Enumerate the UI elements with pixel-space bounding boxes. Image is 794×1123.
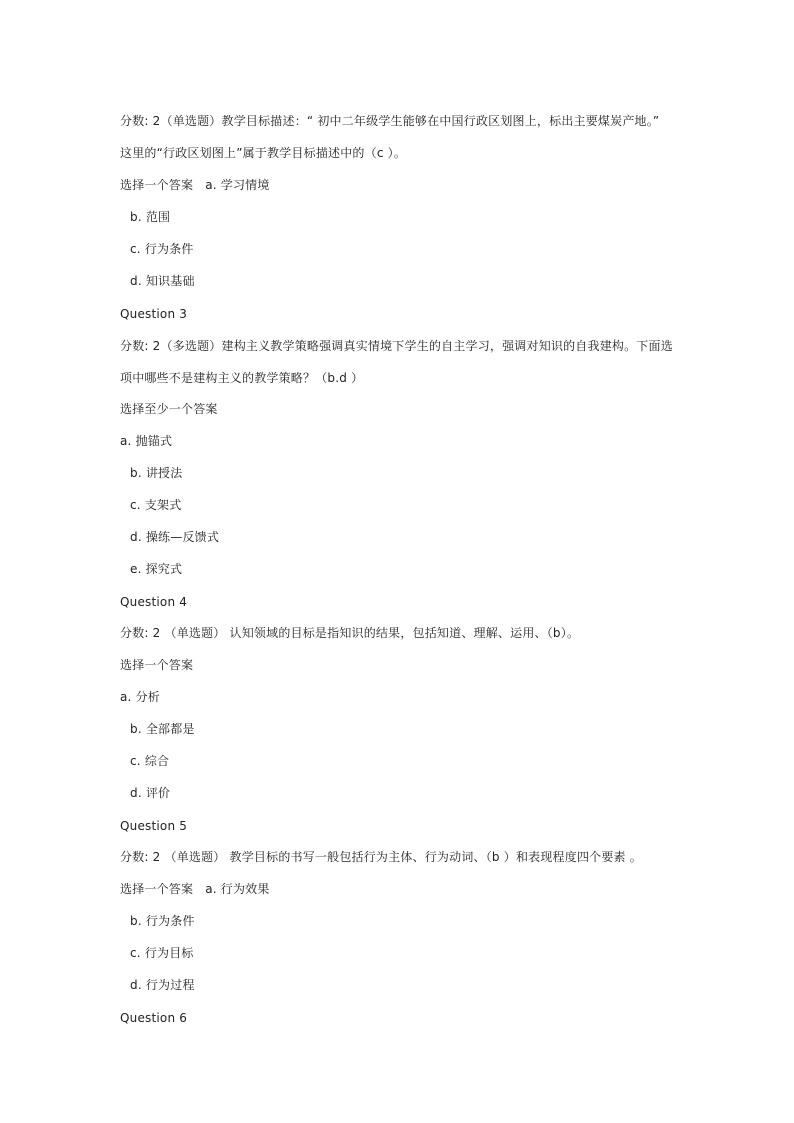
- option-d[interactable]: d. 评价: [130, 786, 171, 800]
- answer-prompt: 选择一个答案: [120, 658, 194, 672]
- option-d[interactable]: d. 行为过程: [130, 978, 195, 992]
- option-c[interactable]: c. 行为目标: [130, 946, 194, 960]
- option-d[interactable]: d. 知识基础: [130, 274, 195, 288]
- question-5-heading: Question 5: [120, 819, 188, 833]
- question-2-answer-row: [120, 177, 270, 193]
- answer-prompt: 选择一个答案: [120, 178, 194, 192]
- option-d[interactable]: d. 操练—反馈式: [130, 530, 220, 544]
- option-b[interactable]: b. 范围: [130, 210, 171, 224]
- option-b[interactable]: b. 全部都是: [130, 722, 195, 736]
- answer-prompt: 选择至少一个答案: [120, 402, 218, 416]
- option-c[interactable]: c. 综合: [130, 754, 170, 768]
- question-3-stem-line-2: 项中哪些不是建构主义的教学策略？（b.d ）: [120, 371, 364, 385]
- option-a[interactable]: a. 抛锚式: [120, 434, 173, 448]
- question-5-stem: 分数: 2 （单选题） 教学目标的书写一般包括行为主体、行为动词、（b ）和表现程度四个要素 。: [120, 850, 642, 864]
- question-2-stem-line-2: 这里的“行政区划图上”属于教学目标描述中的（c ）。: [120, 146, 407, 160]
- question-3-heading: Question 3: [120, 307, 188, 321]
- question-5-answer-row: [120, 881, 270, 897]
- option-a[interactable]: a. 学习情境: [205, 178, 270, 192]
- option-e[interactable]: e. 探究式: [130, 562, 183, 576]
- option-c[interactable]: c. 行为条件: [130, 242, 194, 256]
- question-3-stem-line-1: 分数: 2（多选题）建构主义教学策略强调真实情境下学生的自主学习，强调对知识的自我建构。下面选: [120, 339, 673, 353]
- question-4-heading: Question 4: [120, 595, 188, 609]
- question-6-heading: Question 6: [120, 1011, 188, 1025]
- option-a[interactable]: a. 分析: [120, 690, 160, 704]
- answer-prompt: 选择一个答案: [120, 882, 194, 896]
- option-b[interactable]: b. 讲授法: [130, 466, 183, 480]
- option-b[interactable]: b. 行为条件: [130, 914, 195, 928]
- option-c[interactable]: c. 支架式: [130, 498, 182, 512]
- question-2-stem-line-1: 分数: 2（单选题）教学目标描述：“ 初中二年级学生能够在中国行政区划图上，标出主要煤炭产地。”: [120, 114, 660, 128]
- question-4-stem: 分数: 2 （单选题） 认知领域的目标是指知识的结果，包括知道、理解、运用、（b）。: [120, 626, 580, 640]
- option-a[interactable]: a. 行为效果: [205, 882, 270, 896]
